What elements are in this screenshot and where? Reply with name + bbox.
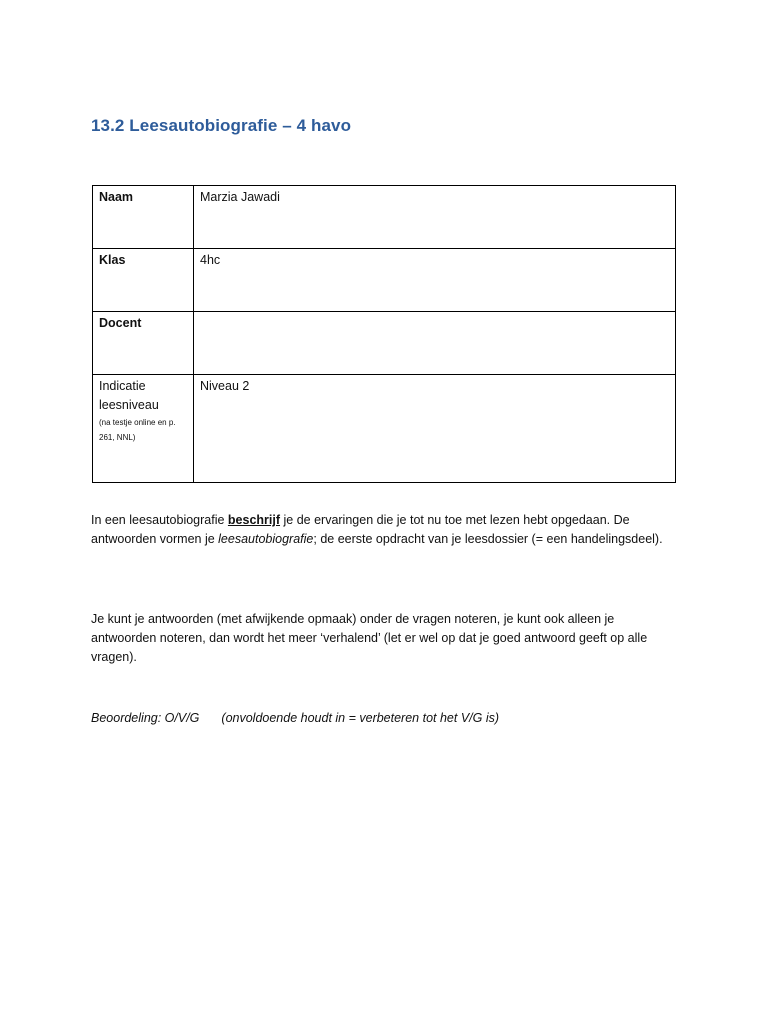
reading-level-label: Indicatie leesniveau [99, 379, 159, 412]
teacher-value [194, 312, 676, 375]
intro-paragraph [91, 511, 681, 549]
intro-text-part2: je de ervaringen die je tot nu toe met lezen hebt opgedaan. De antwoorden vormen je [91, 513, 630, 546]
name-label: Naam [93, 186, 194, 249]
student-info-table [92, 185, 676, 483]
intro-italic: leesautobiografie [218, 532, 314, 546]
class-value: 4hc [194, 249, 676, 312]
class-label: Klas [93, 249, 194, 312]
assessment-label: Beoordeling: O/V/G [91, 711, 200, 725]
teacher-label: Docent [93, 312, 194, 375]
intro-text-part3: ; de eerste opdracht van je leesdossier (= een handelingsdeel). [313, 532, 663, 546]
intro-text-part1: In een leesautobiografie [91, 513, 228, 527]
assessment-note: (onvoldoende houdt in = verbeteren tot het V/G is) [221, 711, 500, 725]
instructions-paragraph: Je kunt je antwoorden (met afwijkende opmaak) onder de vragen noteren, je kunt ook alleen je antwoorden noteren, dan wordt het meer ‘verhalend’ (let er wel op dat je goed antwoord geeft op alle vragen). [91, 612, 648, 664]
assessment-line [91, 709, 681, 728]
intro-emphasis: beschrijf [227, 513, 281, 527]
table-row [93, 186, 676, 249]
page-title: 13.2 Leesautobiografie – 4 havo [91, 116, 352, 135]
table-row [93, 249, 676, 312]
table-row [93, 312, 676, 375]
reading-level-value: Niveau 2 [194, 375, 676, 483]
reading-level-note: (na testje online en p. 261, NNL) [99, 418, 176, 442]
table-row [93, 375, 676, 483]
name-value: Marzia Jawadi [194, 186, 676, 249]
reading-level-label-cell [93, 375, 194, 483]
